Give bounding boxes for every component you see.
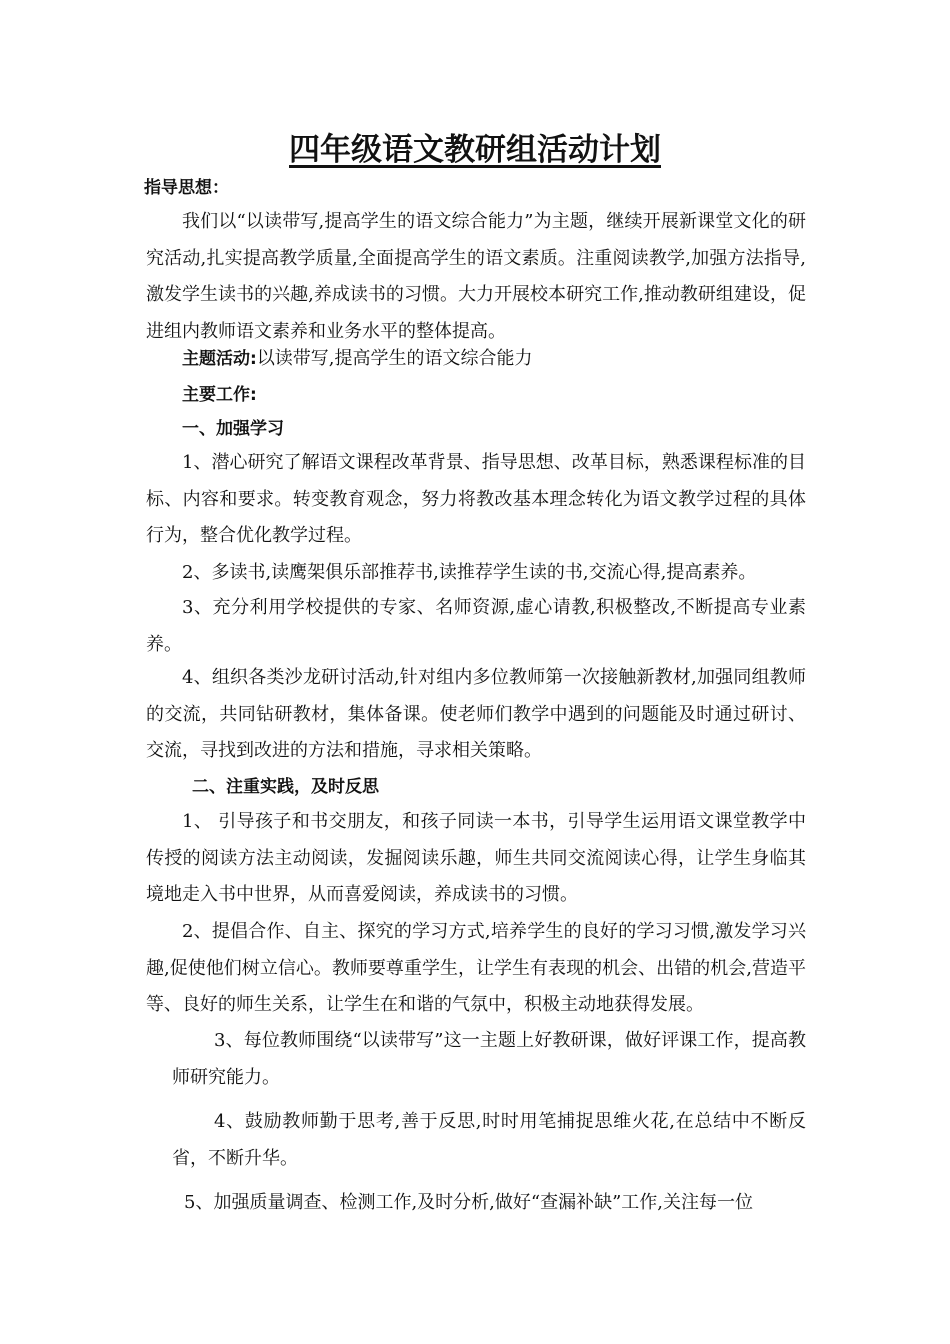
section2-item-1: 1、 引导孩子和书交朋友，和孩子同读一本书，引导学生运用语文课堂教学中传授的阅读方法主动阅读，发掘阅读乐趣，师生共同交流阅读心得，让学生身临其境地走入书中世界，从而喜爱阅读，养成读书的习惯。: [146, 811, 806, 905]
section2-item-4: 4、鼓励教师勤于思考,善于反思,时时用笔捕捉思维火花,在总结中不断反省，不断升华。: [172, 1111, 806, 1169]
guiding-paragraph: 我们以“以读带写,提高学生的语文综合能力”为主题，继续开展新课堂文化的研究活动,扎实提高教学质量,全面提高学生的语文素质。注重阅读教学,加强方法指导,激发学生读书的兴趣,养成读书的习惯。大力开展校本研究工作,推动教研组建设，促进组内教师语文素养和业务水平的整体提高。: [146, 211, 806, 342]
section1-item-2: 2、多读书,读鹰架俱乐部推荐书,读推荐学生读的书,交流心得,提高素养。: [182, 562, 757, 583]
theme-label: 主题活动:: [182, 349, 257, 369]
main-work-label: 主要工作:: [182, 385, 257, 405]
section1-item-1: 1、潜心研究了解语文课程改革背景、指导思想、改革目标，熟悉课程标准的目标、内容和要求。转变教育观念，努力将教改基本理念转化为语文教学过程的具体行为，整合优化教学过程。: [146, 452, 806, 546]
section2-heading: 二、注重实践，及时反思: [192, 777, 379, 797]
section1-item-4: 4、组织各类沙龙研讨活动,针对组内多位教师第一次接触新教材,加强同组教师的交流，共同钻研教材，集体备课。使老师们教学中遇到的问题能及时通过研讨、交流，寻找到改进的方法和措施，寻求相关策略。: [146, 667, 806, 761]
section2-item-2: 2、提倡合作、自主、探究的学习方式,培养学生的良好的学习习惯,激发学习兴趣,促使他们树立信心。教师要尊重学生，让学生有表现的机会、出错的机会,营造平等、良好的师生关系，让学生在和谐的气氛中，积极主动地获得发展。: [146, 921, 806, 1015]
section2-heading-line: [146, 769, 806, 806]
guiding-label: 指导思想：: [144, 178, 229, 198]
section1-item-3: 3、充分利用学校提供的专家、名师资源,虚心请教,积极整改,不断提高专业素养。: [146, 597, 806, 655]
section2-item-5: 5、加强质量调查、检测工作,及时分析,做好“查漏补缺”工作,关注每一位: [184, 1192, 754, 1213]
section1-heading: 一、加强学习: [182, 419, 284, 439]
section1-heading-line: [146, 411, 806, 448]
document-title: 四年级语文教研组活动计划: [289, 132, 661, 168]
theme-text: 以读带写,提高学生的语文综合能力: [256, 348, 533, 369]
section2-item-3: 3、每位教师围绕“以读带写”这一主题上好教研课，做好评课工作，提高教师研究能力。: [172, 1030, 806, 1088]
guiding-section: [146, 176, 806, 350]
theme-line: [146, 341, 806, 378]
main-work-line: [146, 377, 806, 414]
